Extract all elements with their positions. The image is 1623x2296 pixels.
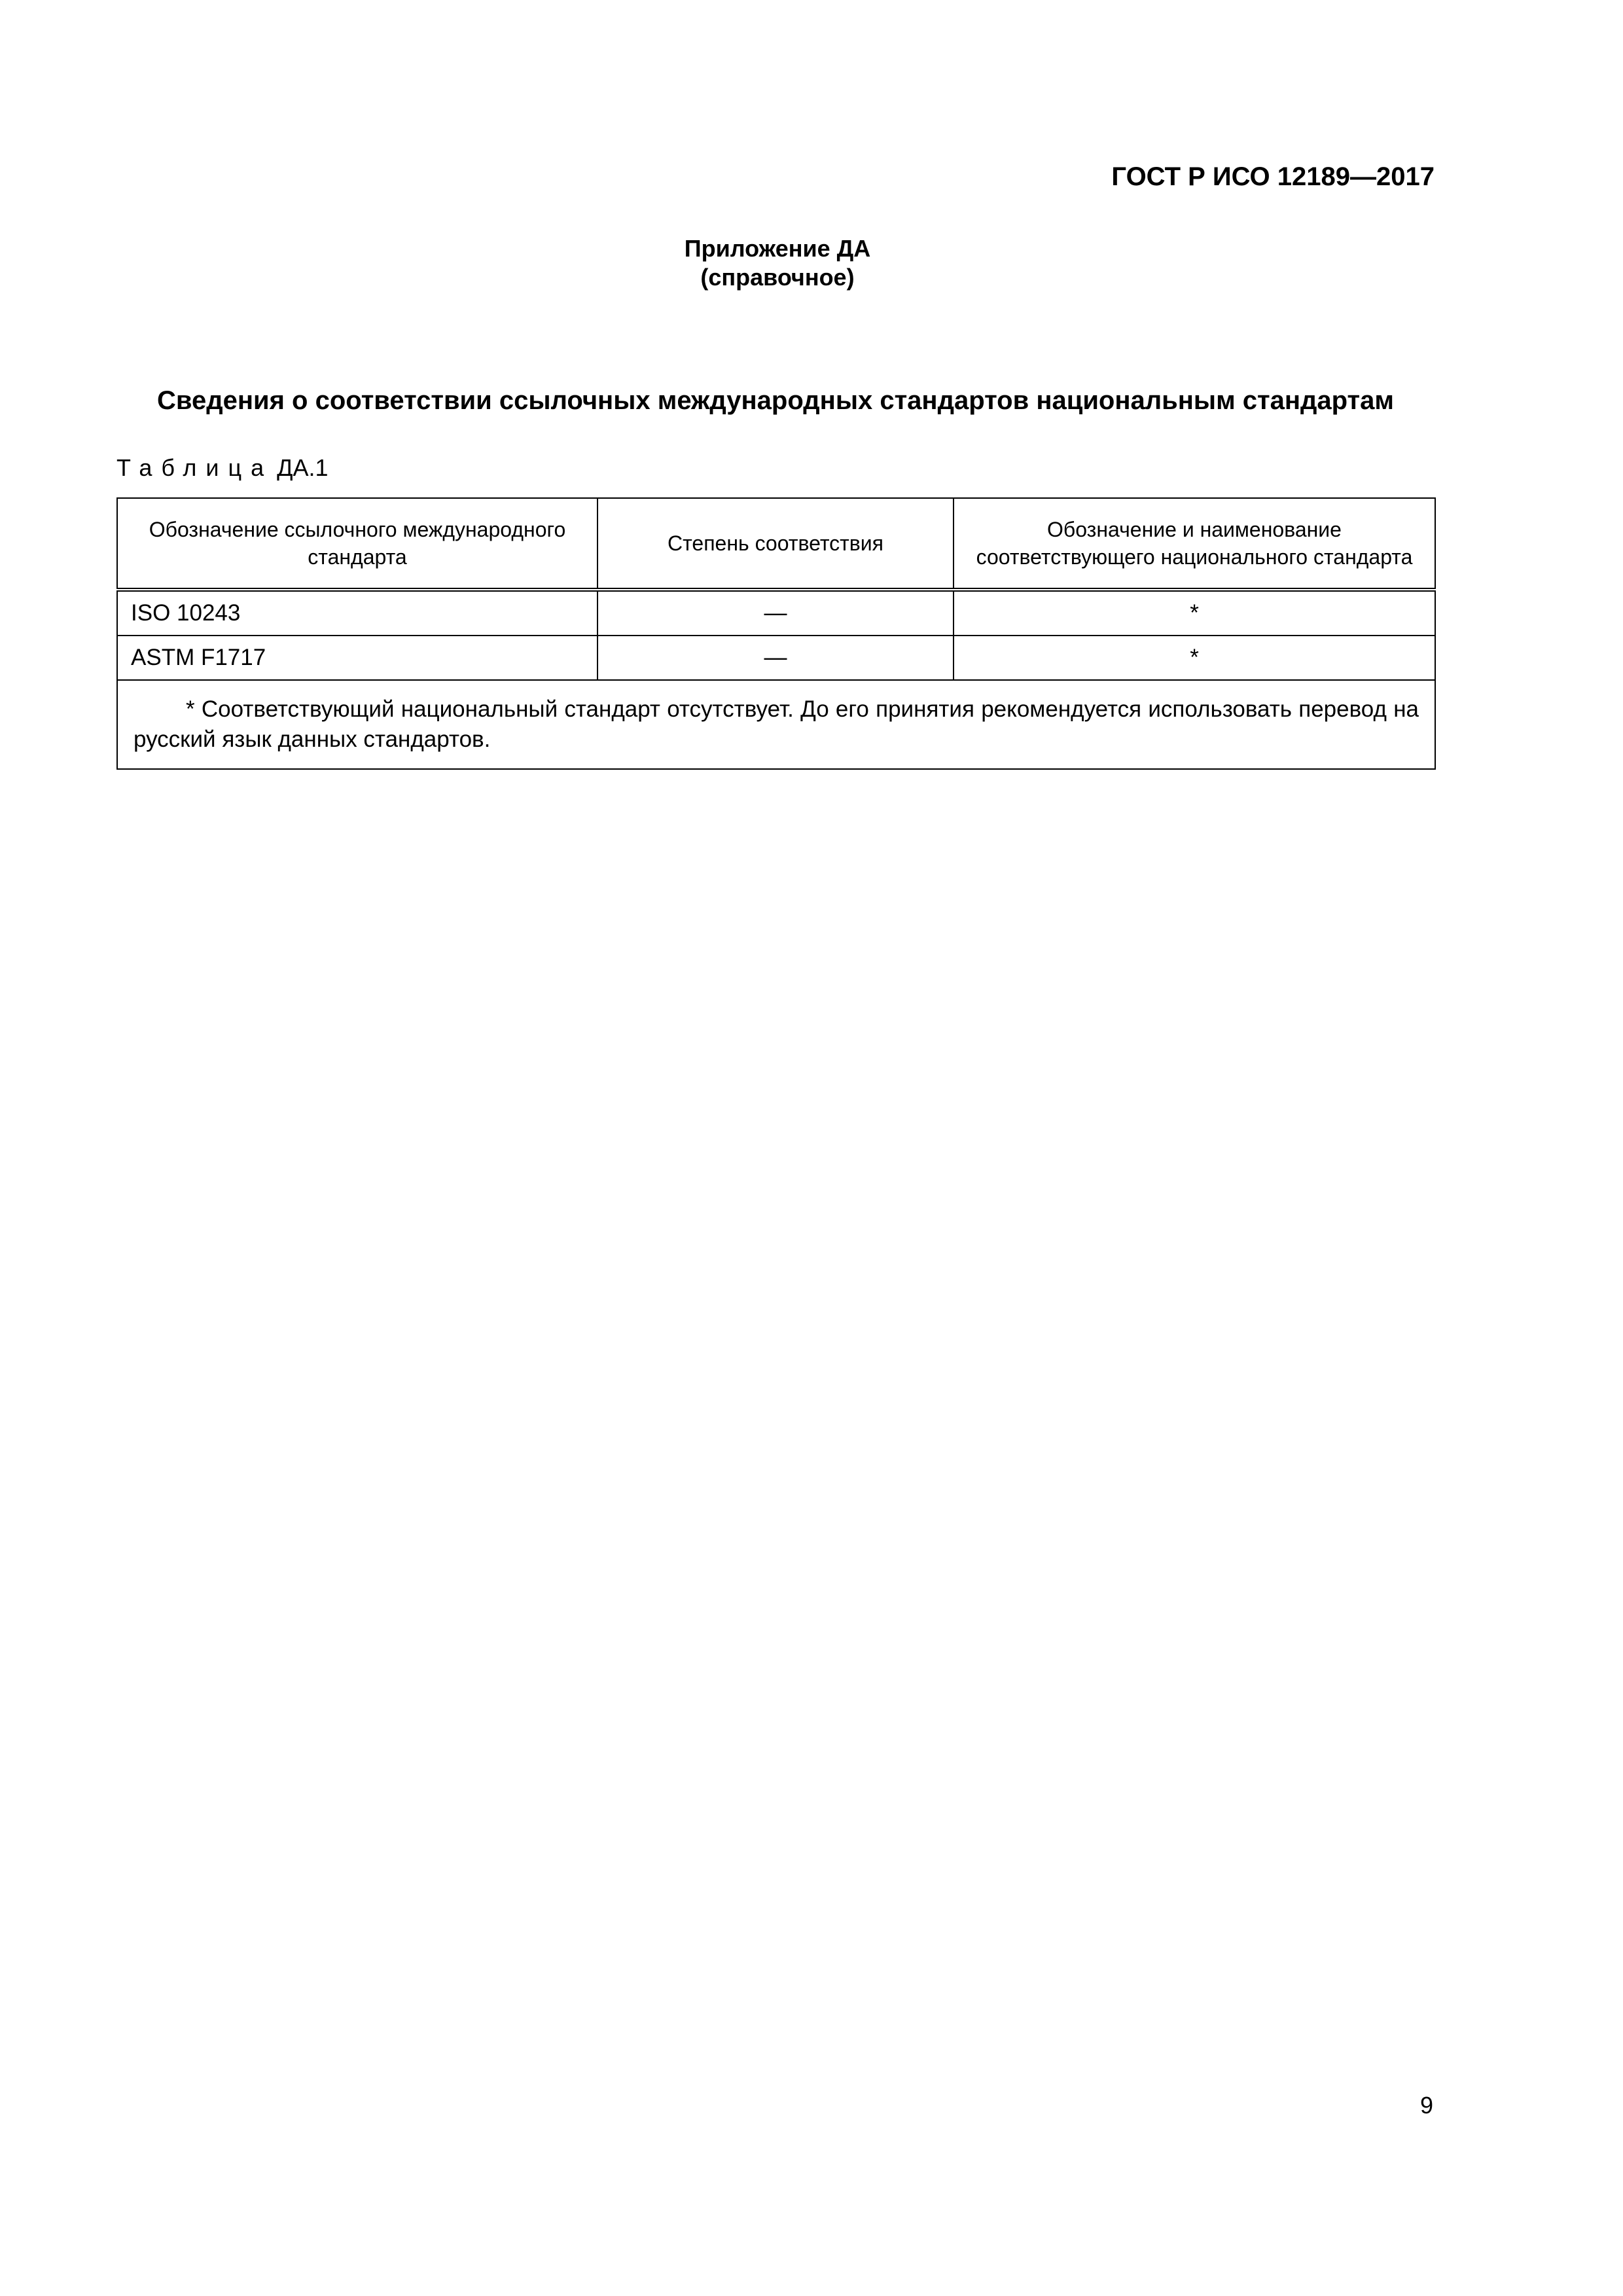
table-header-row xyxy=(117,498,1435,590)
table-caption-number: ДА.1 xyxy=(277,454,329,481)
column-header-degree: Степень соответствия xyxy=(597,498,954,590)
table-footnote: * Соответствующий национальный стандарт отсутствует. До его принятия рекомендуется использовать перевод на русский язык данных стандартов. xyxy=(134,696,1419,752)
column-header-national: Обозначение и наименование соответствующего национального стандарта xyxy=(954,498,1435,590)
document-code: ГОСТ Р ИСО 12189—2017 xyxy=(1111,162,1435,191)
annex-heading xyxy=(0,234,1555,292)
table-row xyxy=(117,590,1435,636)
cell-degree: — xyxy=(597,590,954,636)
cell-national: * xyxy=(954,636,1435,680)
column-header-international: Обозначение ссылочного международного стандарта xyxy=(117,498,597,590)
annex-title: Приложение ДА xyxy=(684,235,871,262)
cell-designation: ASTM F1717 xyxy=(117,636,597,680)
table-footnote-cell xyxy=(117,680,1435,769)
annex-subtitle: (справочное) xyxy=(700,264,855,291)
section-title: Сведения о соответствии ссылочных международных стандартов национальным стандартам xyxy=(157,386,1394,415)
table-footnote-row xyxy=(117,680,1435,769)
table-caption-word: Таблица xyxy=(116,454,274,481)
correspondence-table xyxy=(116,497,1436,770)
cell-designation: ISO 10243 xyxy=(117,590,597,636)
page-number: 9 xyxy=(1419,2092,1433,2119)
table-caption xyxy=(116,454,329,482)
cell-degree: — xyxy=(597,636,954,680)
table-row xyxy=(117,636,1435,680)
cell-national: * xyxy=(954,590,1435,636)
